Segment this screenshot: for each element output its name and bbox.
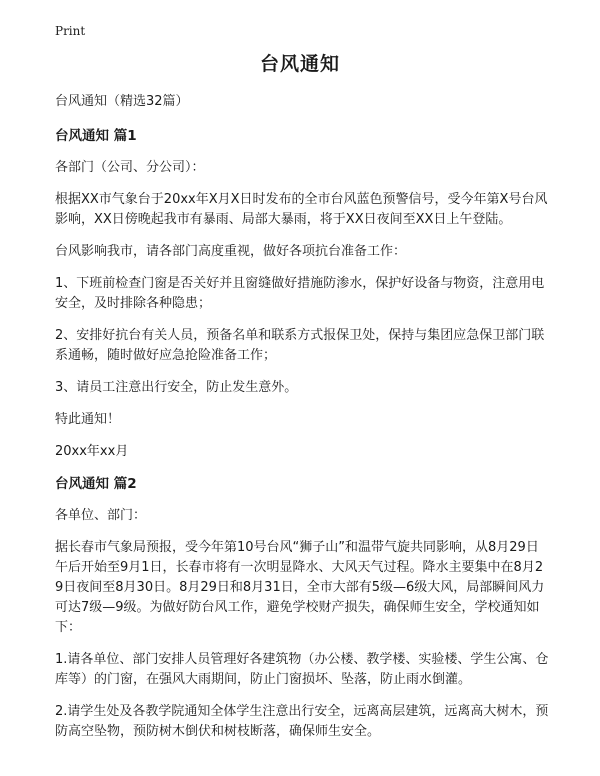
paragraph: 根据XX市气象台于20xx年X月X日时发布的全市台风蓝色预警信号，受今年第X号台风影响，XX日傍晚起我市有暴雨、局部大暴雨，将于XX日夜间至XX日上午登陆。 (55, 192, 548, 227)
document-subtitle: 台风通知（精选32篇） (55, 94, 189, 109)
document-body (55, 92, 550, 754)
paragraph: 各单位、部门： (55, 508, 147, 523)
section-heading: 台风通知 篇1 (55, 128, 137, 144)
print-label[interactable]: Print (55, 24, 86, 38)
paragraph: 1.请各单位、部门安排人员管理好各建筑物（办公楼、教学楼、实验楼、学生公寓、仓库等）的门窗，在强风大雨期间，防止门窗损坏、坠落，防止雨水倒灌。 (55, 652, 549, 687)
section-1 (55, 126, 550, 462)
paragraph: 3、请员工注意出行安全，防止发生意外。 (55, 380, 298, 395)
paragraph: 据长春市气象局预报，受今年第10号台风“狮子山”和温带气旋共同影响，从8月29日午后开始至9月1日，长春市将有一次明显降水、大风天气过程。降水主要集中在8月29日夜间至8月30日。8月29日和8月31日，全市大部有5级—6级大风，局部瞬间风力可达7级—9级。为做好防台风工作，避免学校财产损失，确保师生安全，学校通知如下： (55, 540, 545, 635)
document-title: 台风通知 (259, 53, 340, 75)
section-heading: 台风通知 篇2 (55, 476, 137, 492)
section-2 (55, 474, 550, 742)
paragraph: 各部门（公司、分公司）： (55, 160, 205, 175)
date-line: 20xx年xx月 (55, 444, 129, 459)
paragraph: 1、下班前检查门窗是否关好并且窗缝做好措施防渗水，保护好设备与物资，注意用电安全，及时排除各种隐患； (55, 276, 545, 311)
paragraph: 特此通知！ (55, 412, 121, 427)
paragraph: 台风影响我市，请各部门高度重视，做好各项抗台准备工作： (55, 244, 407, 259)
paragraph: 2、安排好抗台有关人员，预备名单和联系方式报保卫处，保持与集团应急保卫部门联系通畅，随时做好应急抢险准备工作； (55, 328, 545, 363)
paragraph: 2.请学生处及各教学院通知全体学生注意出行安全，远离高层建筑，远离高大树木，预防高空坠物，预防树木倒伏和树枝断落，确保师生安全。 (55, 704, 549, 739)
